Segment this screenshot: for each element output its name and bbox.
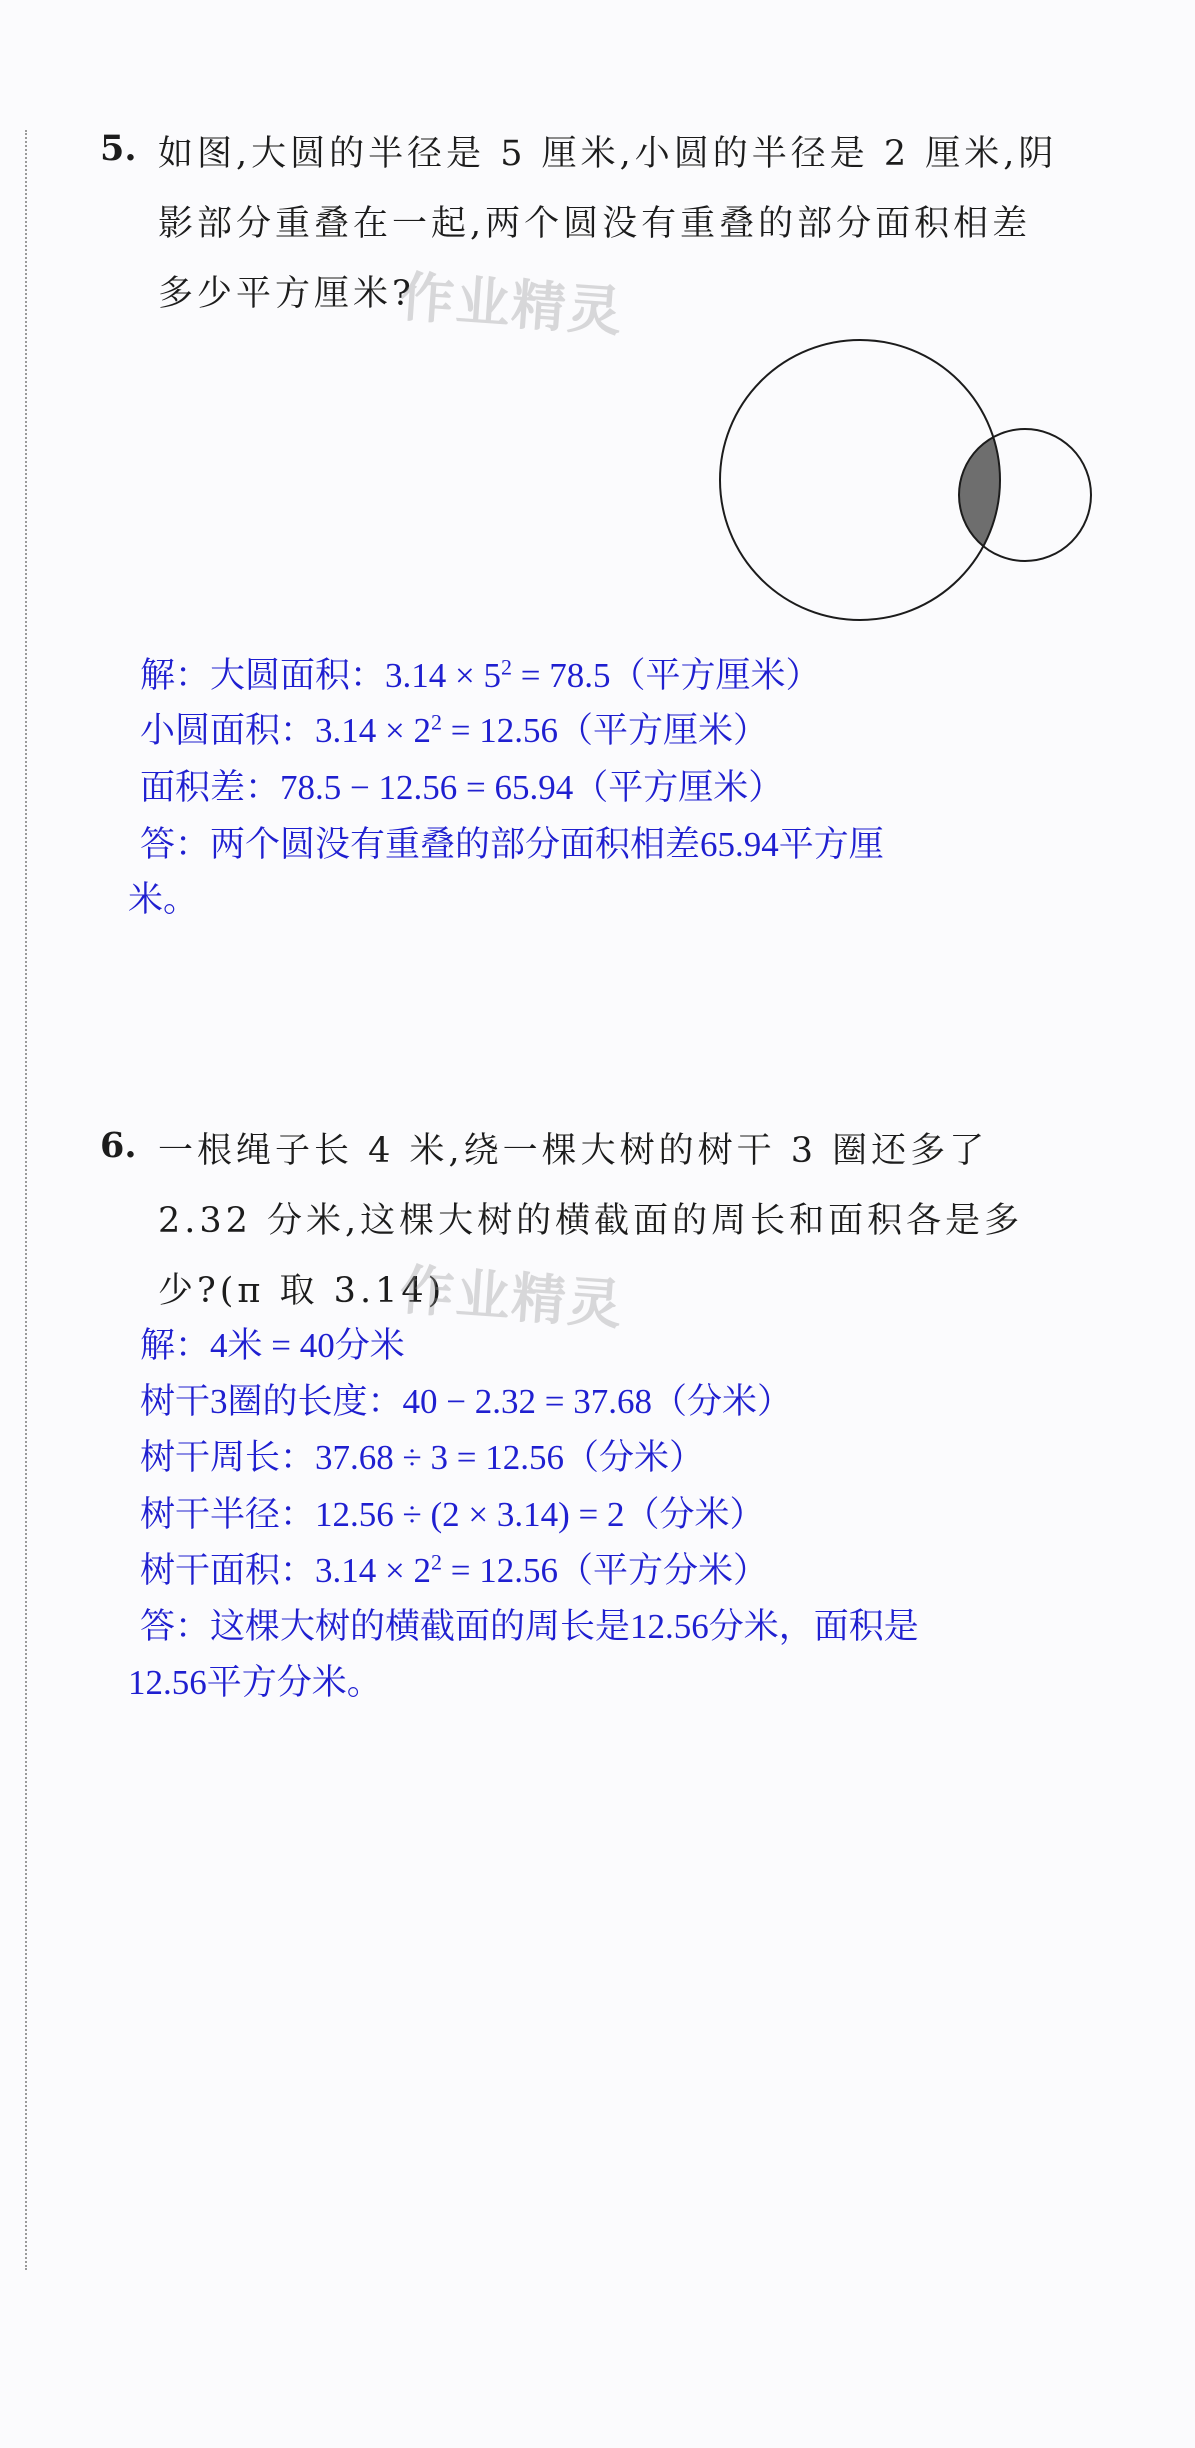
question-5-line-2: 影部分重叠在一起,两个圆没有重叠的部分面积相差: [158, 204, 1032, 244]
question-5-number: 5.: [100, 128, 137, 169]
q6-solution-line-4: 树干半径：12.56 ÷ (2 × 3.14) = 2（分米）: [140, 1495, 765, 1534]
q5-answer-line-2: 米。: [128, 880, 199, 919]
watermark-q5: 作业精灵: [397, 265, 626, 344]
two-circles-figure: [700, 330, 1100, 650]
q5-answer-line-1: 答：两个圆没有重叠的部分面积相差65.94平方厘: [140, 825, 884, 864]
q5-small-area-result: = 12.56（平方厘米）: [442, 711, 768, 750]
overlap-shaded-region: [720, 340, 1000, 620]
q5-solution-line-3: 面积差：78.5 − 12.56 = 65.94（平方厘米）: [140, 768, 784, 807]
q6-answer-line-2: 12.56平方分米。: [128, 1663, 382, 1702]
watermark-q6: 作业精灵: [397, 1258, 626, 1337]
q5-small-area-exponent: 2: [431, 709, 442, 735]
q5-big-area-text: 解：大圆面积：3.14 × 5: [140, 656, 501, 695]
q6-area-text: 树干面积：3.14 × 2: [140, 1551, 431, 1590]
q6-area-result: = 12.56（平方分米）: [442, 1551, 768, 1590]
q6-answer-line-1: 答：这棵大树的横截面的周长是12.56分米，面积是: [140, 1607, 919, 1646]
binding-margin-line: [25, 130, 27, 2270]
q5-big-area-exponent: 2: [501, 654, 512, 680]
question-5-line-1: 如图,大圆的半径是 5 厘米,小圆的半径是 2 厘米,阴: [158, 134, 1058, 174]
question-5-line-3: 多少平方厘米?: [158, 274, 415, 314]
large-circle: [720, 340, 1000, 620]
question-6-line-3: 少?(π 取 3.14): [158, 1271, 446, 1311]
question-6-line-2: 2.32 分米,这棵大树的横截面的周长和面积各是多: [158, 1201, 1024, 1241]
q5-solution-line-2: [140, 703, 768, 753]
question-6-number: 6.: [100, 1125, 137, 1166]
question-6-line-1: 一根绳子长 4 米,绕一棵大树的树干 3 圈还多了: [158, 1131, 989, 1171]
q6-solution-line-2: 树干3圈的长度：40 − 2.32 = 37.68（分米）: [140, 1382, 792, 1421]
q6-solution-line-3: 树干周长：37.68 ÷ 3 = 12.56（分米）: [140, 1438, 704, 1477]
q6-solution-line-1: 解：4米 = 40分米: [140, 1326, 405, 1365]
q5-solution-line-1: [140, 648, 821, 698]
q5-small-area-text: 小圆面积：3.14 × 2: [140, 711, 431, 750]
q6-area-exponent: 2: [431, 1549, 442, 1575]
q6-solution-line-5: [140, 1543, 768, 1593]
q5-big-area-result: = 78.5（平方厘米）: [512, 656, 821, 695]
